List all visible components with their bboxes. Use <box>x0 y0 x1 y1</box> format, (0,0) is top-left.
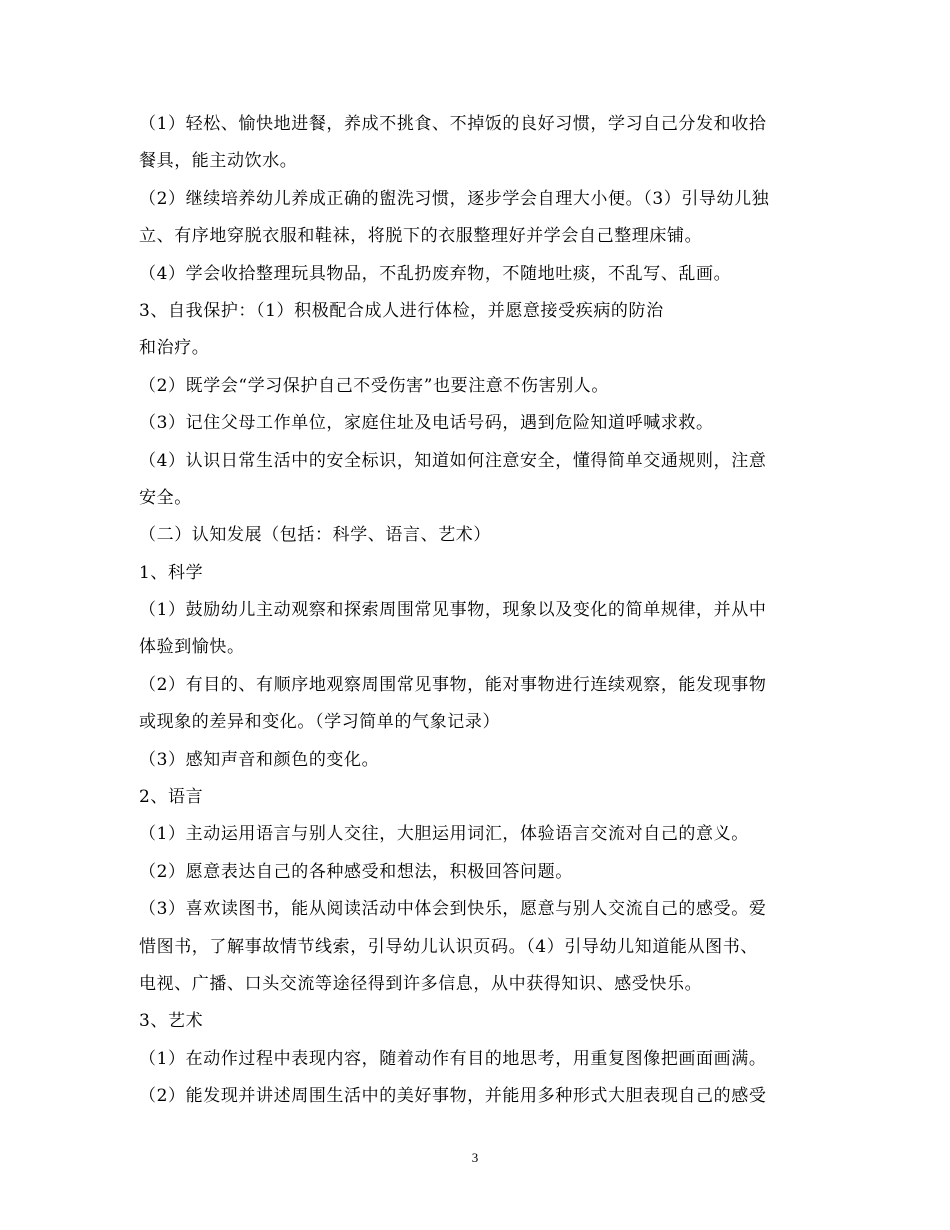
text-line: （2）能发现并讲述周围生活中的美好事物，并能用多种形式大胆表现自己的感受 <box>139 1086 767 1107</box>
text-line: （3）感知声音和颜色的变化。 <box>139 749 380 770</box>
text-line: （2）继续培养幼儿养成正确的盥洗习惯，逐步学会自理大小便。（3）引导幼儿独 <box>139 188 770 209</box>
text-line: 或现象的差异和变化。（学习简单的气象记录） <box>139 712 501 733</box>
text-line: （1）主动运用语言与别人交往，大胆运用词汇，体验语言交流对自己的意义。 <box>139 824 749 845</box>
text-line: 3、艺术 <box>139 1011 204 1032</box>
text-line: 1、科学 <box>139 562 204 583</box>
text-line: （3）记住父母工作单位，家庭住址及电话号码，遇到危险知道呼喊求救。 <box>139 413 714 434</box>
text-line: 体验到愉快。 <box>139 637 245 658</box>
page-number: 3 <box>471 1150 479 1165</box>
text-line: 餐具，能主动饮水。 <box>139 151 298 172</box>
text-line: 3、自我保护：（1）积极配合成人进行体检，并愿意接受疾病的防治 <box>139 300 664 321</box>
text-line: 2、语言 <box>139 787 204 808</box>
text-line: （4）学会收拾整理玩具物品，不乱扔废弃物，不随地吐痰，不乱写、乱画。 <box>139 263 732 284</box>
text-line: （1）在动作过程中表现内容，随着动作有目的地思考，用重复图像把画面画满。 <box>139 1048 767 1069</box>
text-line: （2）既学会“学习保护自己不受伤害”也要注意不伤害别人。 <box>139 375 609 396</box>
text-line: 电视、广播、口头交流等途径得到许多信息，从中获得知识、感受快乐。 <box>139 973 703 994</box>
text-line: （1）轻松、愉快地进餐，养成不挑食、不掉饭的良好习惯，学习自己分发和收拾 <box>139 114 767 134</box>
text-line: （1）鼓励幼儿主动观察和探索周围常见事物，现象以及变化的简单规律，并从中 <box>139 600 767 621</box>
text-line: 安全。 <box>139 487 192 508</box>
body-text <box>139 114 819 1124</box>
text-line: （3）喜欢读图书，能从阅读活动中体会到快乐，愿意与别人交流自己的感受。爱 <box>139 899 767 920</box>
text-line: 惜图书，了解事故情节线索，引导幼儿认识页码。（4）引导幼儿知道能从图书、 <box>139 936 758 957</box>
text-line: （2）愿意表达自己的各种感受和想法，积极回答问题。 <box>139 861 573 882</box>
text-line: 和治疗。 <box>139 338 210 359</box>
text-line: （2）有目的、有顺序地观察周围常见事物，能对事物进行连续观察，能发现事物 <box>139 674 767 695</box>
text-line: （二）认知发展（包括：科学、语言、艺术） <box>139 525 491 546</box>
text-line: 立、有序地穿脱衣服和鞋袜，将脱下的衣服整理好并学会自己整理床铺。 <box>139 226 703 247</box>
text-line: （4）认识日常生活中的安全标识，知道如何注意安全，懂得简单交通规则，注意 <box>139 450 767 471</box>
